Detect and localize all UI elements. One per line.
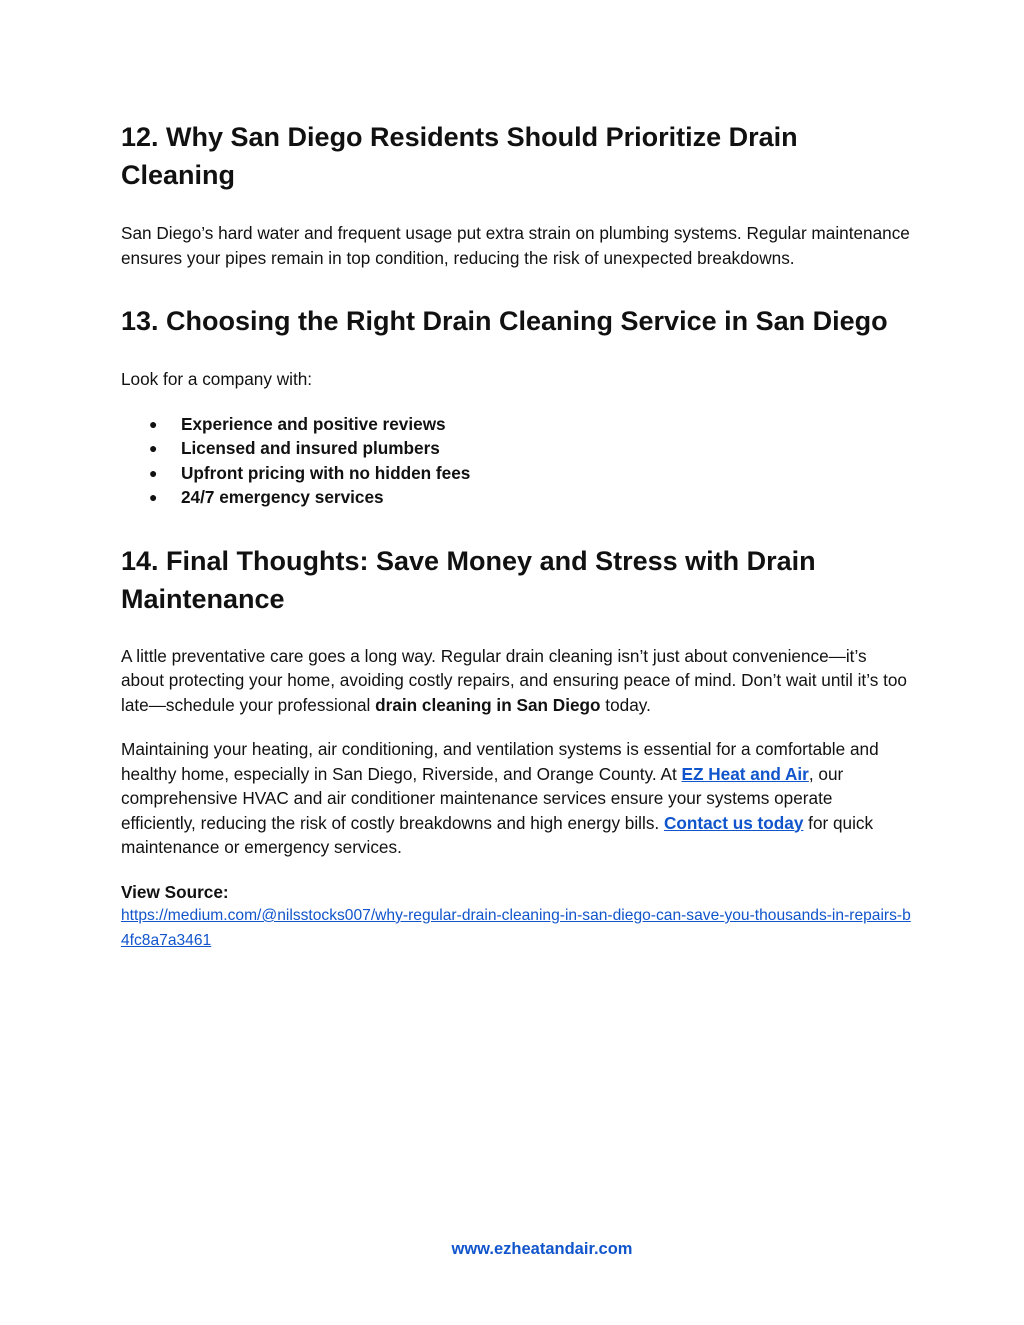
section-14-paragraph-1 [121, 644, 911, 718]
ez-heat-and-air-link[interactable]: EZ Heat and Air [681, 763, 809, 784]
document-page [121, 118, 911, 953]
list-item [149, 461, 911, 486]
list-item-text: Upfront pricing with no hidden fees [181, 462, 471, 483]
paragraph-text: Maintaining your heating, air conditioning, and ventilation systems is essential for a comfortable and healthy home, especially in San Diego, Riverside, and Orange County. At [121, 739, 879, 784]
list-item-text: Licensed and insured plumbers [181, 438, 440, 458]
paragraph-text: for quick maintenance or emergency services. [121, 812, 874, 857]
bold-keyword: drain cleaning in San Diego [375, 694, 601, 715]
paragraph-text: A little preventative care goes a long way. Regular drain cleaning isn’t just about convenience—it’s about protecting your home, avoiding costly repairs, and ensuring peace of mind. Don’t wait until it’s too late—schedule your professional [121, 645, 907, 715]
footer-website[interactable]: www.ezheatandair.com [451, 1240, 633, 1258]
contact-us-link[interactable]: Contact us today [663, 812, 804, 833]
bullet-icon: ● [149, 464, 158, 481]
paragraph-text: today. [600, 694, 651, 715]
paragraph-text: , our comprehensive HVAC and air conditioner maintenance services ensure your systems operate efficiently, reducing the risk of costly breakdowns and high energy bills. [121, 763, 844, 833]
list-item [149, 436, 911, 461]
section-14-paragraph-2 [121, 737, 911, 860]
bullet-icon: ● [149, 440, 158, 456]
list-item-text: 24/7 emergency services [181, 487, 384, 507]
view-source-label: View Source: [121, 881, 229, 902]
list-item [149, 485, 911, 510]
section-14-heading: 14. Final Thoughts: Save Money and Stress with Drain Maintenance [121, 545, 816, 614]
bullet-icon: ● [149, 415, 158, 432]
list-item-text: Experience and positive reviews [181, 413, 446, 434]
criteria-list [121, 412, 911, 510]
section-13-intro: Look for a company with: [121, 369, 313, 389]
section-12-body: San Diego’s hard water and frequent usage put extra strain on plumbing systems. Regular maintenance ensures your pipes remain in top condition, reducing the risk of unexpected breakdowns. [121, 223, 910, 268]
section-12-heading: 12. Why San Diego Residents Should Prioritize Drain Cleaning [121, 122, 798, 190]
view-source-link[interactable]: https://medium.com/@nilsstocks007/why-regular-drain-cleaning-in-san-diego-can-save-you-thousands-in-repairs-b4fc8a7a3461 [121, 907, 911, 949]
list-item [149, 412, 911, 437]
section-13-heading: 13. Choosing the Right Drain Cleaning Service in San Diego [121, 306, 888, 336]
bullet-icon: ● [149, 489, 158, 505]
